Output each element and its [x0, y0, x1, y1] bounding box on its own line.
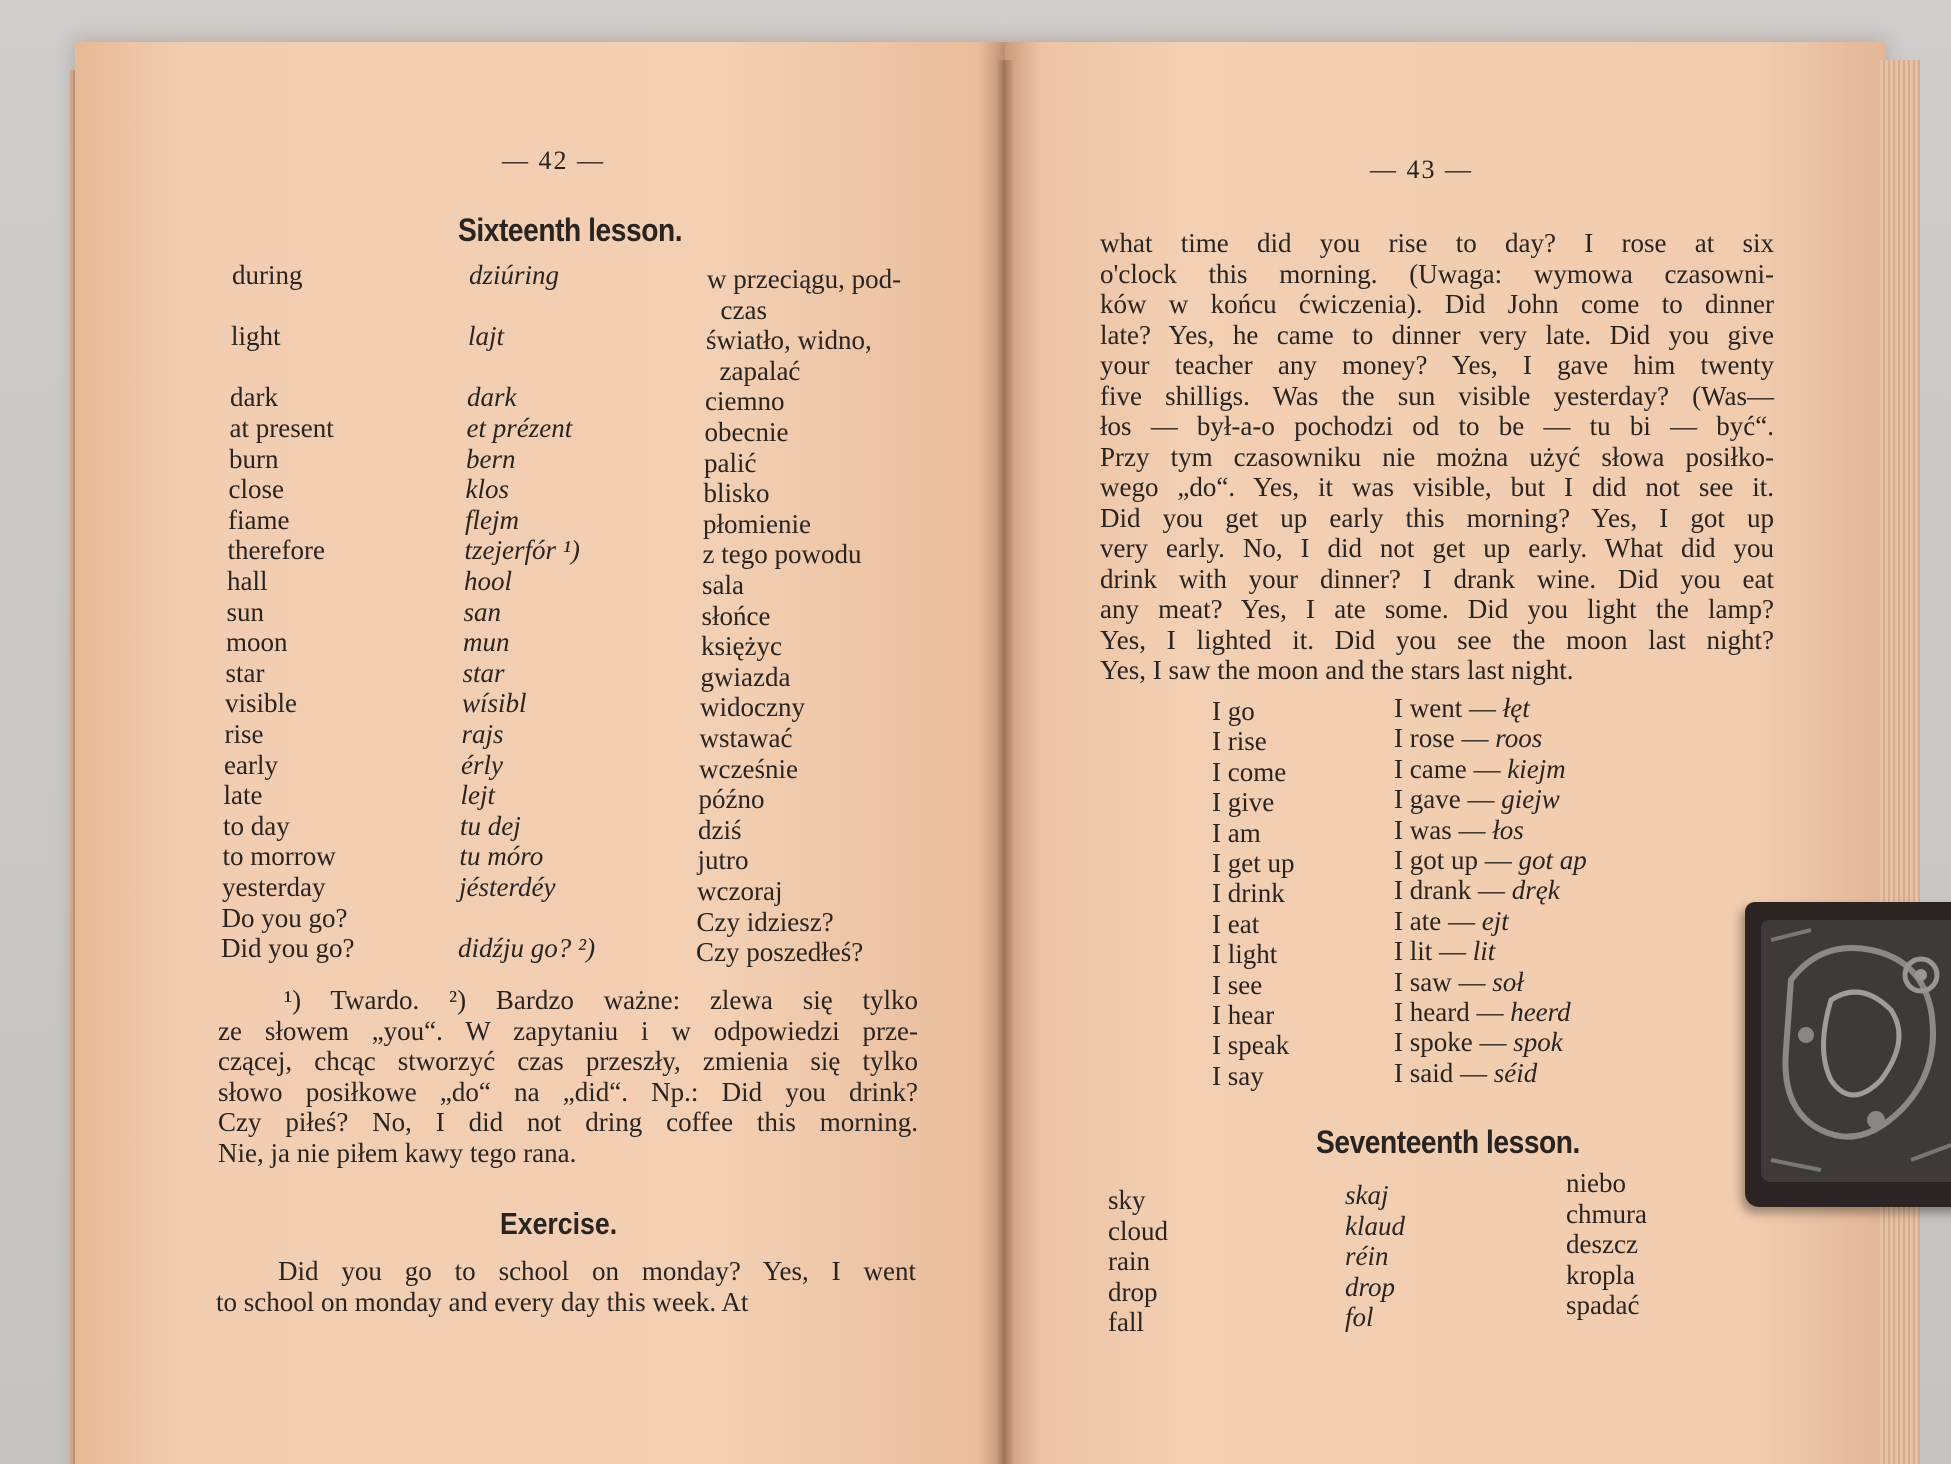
vocab-polish: słońce — [701, 600, 771, 631]
text-line: łos — był-a-o pochodzi od to be — tu bi — być“. — [1100, 411, 1774, 441]
verb-past — [1394, 754, 1566, 784]
text-line: to school on monday and every day this week. At — [216, 1286, 749, 1317]
vocab-pronunciation: drop — [1345, 1271, 1396, 1302]
vocab-pronunciation: tu móro — [459, 841, 544, 872]
vocab-english: visible — [225, 688, 297, 719]
vocab-polish: dziś — [698, 814, 742, 845]
vocab-pronunciation: tzejerfór ¹) — [464, 535, 580, 566]
verb-past-pronunciation: ejt — [1474, 905, 1509, 936]
vocab-polish: ciemno — [705, 386, 785, 417]
vocab-polish: Czy idziesz? — [696, 906, 834, 937]
verb-present: I rise — [1212, 726, 1267, 757]
verb-present: I go — [1212, 696, 1255, 726]
vocab-english: at present — [229, 413, 334, 443]
text-line: any meat? Yes, I ate some. Did you light the lamp? — [1100, 594, 1774, 624]
vocab-english: fiame — [228, 504, 290, 535]
text-line: słowo posiłkowe „do“ na „did“. Np.: Did you drink? — [218, 1076, 918, 1107]
verb-past — [1394, 815, 1524, 845]
verb-past-form: I ate — — [1394, 905, 1475, 936]
verb-present: I see — [1212, 969, 1263, 1000]
verb-past-form: I gave — — [1394, 784, 1495, 815]
text-line: ze słowem „you“. W zapytaniu i w odpowiedzi prze- — [218, 1015, 918, 1046]
vocab-english: Did you go? — [221, 933, 355, 964]
verb-present: I eat — [1212, 908, 1260, 939]
verb-past-pronunciation: heerd — [1503, 997, 1571, 1027]
verb-past-form: I saw — — [1394, 966, 1486, 997]
verb-past — [1394, 997, 1571, 1027]
vocab-polish: deszcz — [1566, 1229, 1638, 1259]
verb-past-pronunciation: lit — [1466, 936, 1496, 967]
footnote-block — [218, 985, 918, 1168]
vocab-pronunciation: mun — [463, 627, 510, 658]
verb-past-form: I said — — [1394, 1057, 1487, 1088]
page-number-left: — 42 — — [502, 146, 605, 175]
vocab-pronunciation: érly — [461, 749, 503, 780]
verb-past — [1394, 693, 1530, 723]
vocab-polish: niebo — [1566, 1168, 1626, 1198]
verb-past — [1394, 1058, 1537, 1088]
vocab-pronunciation: klaud — [1345, 1210, 1405, 1241]
vocab-polish: światło, widno, — [706, 325, 872, 356]
verb-past-pronunciation: giejw — [1494, 784, 1560, 815]
vocab-pronunciation: flejm — [465, 504, 519, 535]
lesson-title-sixteenth: Sixteenth lesson. — [458, 212, 683, 248]
verb-past — [1394, 784, 1560, 814]
vocab-polish: palić — [704, 447, 757, 478]
vocab-pronunciation: wísibl — [462, 688, 527, 719]
vocab-pronunciation: lajt — [468, 321, 505, 352]
vocab-pronunciation: réin — [1345, 1241, 1389, 1271]
text-line: Yes, I saw the moon and the stars last night. — [1100, 655, 1574, 685]
text-line: wego „do“. Yes, it was visible, but I did not see it. — [1100, 472, 1774, 502]
vocab-english: star — [225, 657, 265, 688]
text-line: drink with your dinner? I drank wine. Did you eat — [1100, 563, 1774, 594]
vocab-pronunciation: star — [462, 657, 505, 688]
verb-past-form: I got up — — [1394, 845, 1512, 875]
vocab-english: moon — [226, 627, 288, 658]
text-line: czącej, chcąc stworzyć czas przeszły, zmienia się tylko — [218, 1046, 918, 1076]
verb-past — [1394, 845, 1587, 875]
text-line: five shilligs. Was the sun visible yesterday? (Was— — [1100, 380, 1774, 411]
vocab-pronunciation: dziúring — [469, 260, 560, 290]
text-line: what time did you rise to day? I rose at six — [1100, 228, 1774, 258]
vocab-pronunciation: et prézent — [466, 413, 573, 443]
book-spine — [996, 60, 1014, 1464]
right-page-edges — [1880, 60, 1920, 1464]
vocab-polish: kropla — [1566, 1259, 1635, 1290]
vocab-polish: w przeciągu, pod- — [707, 264, 902, 294]
verb-past-form: I lit — — [1394, 936, 1466, 967]
vocab-pronunciation: hool — [464, 566, 513, 596]
verb-past-pronunciation: łęt — [1495, 693, 1530, 723]
verb-present: I am — [1212, 817, 1261, 848]
vocab-english: burn — [229, 443, 279, 474]
verb-present: I come — [1212, 756, 1287, 787]
vocab-polish: wcześnie — [699, 753, 798, 784]
vocab-polish: późno — [698, 784, 765, 815]
vocab-pronunciation: skaj — [1345, 1180, 1389, 1210]
vocab-polish: wczoraj — [697, 876, 783, 906]
vocab-polish: gwiazda — [700, 661, 791, 692]
verb-past — [1394, 936, 1495, 966]
exercise-continuation — [1100, 228, 1774, 686]
rubber-stamp-object — [1745, 902, 1951, 1207]
verb-past-form: I heard — — [1394, 997, 1504, 1027]
text-line: Przy tym czasowniku nie można użyć słowa posiłko- — [1100, 441, 1774, 472]
vocab-polish: jutro — [697, 845, 749, 876]
vocab-english: to day — [223, 810, 290, 841]
vocab-english: early — [224, 749, 278, 780]
vocab-english: hall — [227, 566, 268, 596]
vocab-pronunciation: san — [463, 596, 502, 627]
stamp-ornament — [1761, 920, 1951, 1182]
verb-past — [1394, 967, 1524, 997]
verb-past-pronunciation: spok — [1506, 1027, 1563, 1058]
verb-past-pronunciation: got ap — [1511, 845, 1587, 875]
text-line: very early. No, I did not get up early. What did you — [1100, 533, 1774, 563]
verb-present: I say — [1212, 1060, 1264, 1091]
verb-past-pronunciation: roos — [1488, 723, 1543, 754]
vocab-polish: Czy poszedłeś? — [696, 937, 864, 968]
text-line: Did you go to school on monday? Yes, I went — [278, 1256, 916, 1286]
verb-past-pronunciation: dręk — [1504, 875, 1560, 906]
exercise-text — [216, 1256, 916, 1317]
vocab-pronunciation: jésterdéy — [459, 872, 556, 902]
vocab-polish: blisko — [703, 478, 770, 509]
vocab-polish: wstawać — [699, 723, 793, 753]
vocab-polish: płomienie — [703, 508, 811, 539]
vocab-english: fall — [1108, 1307, 1144, 1337]
vocab-english: Do you go? — [221, 902, 348, 933]
vocab-english: drop — [1108, 1276, 1158, 1307]
left-page — [75, 42, 1005, 1464]
vocab-english: light — [231, 321, 281, 352]
vocab-pronunciation: fol — [1345, 1302, 1374, 1332]
verb-past — [1394, 723, 1542, 753]
vocab-pronunciation: bern — [466, 443, 516, 474]
verb-past-form: I was — — [1394, 814, 1486, 845]
text-line: Nie, ja nie piłem kawy tego rana. — [218, 1137, 577, 1168]
vocab-pronunciation: dark — [467, 382, 517, 413]
vocab-polish: księżyc — [701, 631, 782, 662]
verb-present: I give — [1212, 787, 1275, 818]
vocab-pronunciation: rajs — [461, 719, 504, 749]
verb-past-form: I rose — — [1394, 723, 1489, 754]
vocab-english: rise — [224, 719, 264, 749]
text-line: late? Yes, he came to dinner very late. Did you give — [1100, 319, 1774, 350]
vocab-english: cloud — [1108, 1215, 1168, 1246]
text-line: ków w końcu ćwiczenia). Did John come to dinner — [1100, 289, 1774, 319]
verb-present: I light — [1212, 939, 1278, 970]
verb-past-pronunciation: soł — [1485, 966, 1524, 997]
verb-present: I drink — [1212, 878, 1285, 909]
vocab-english: sun — [226, 596, 265, 627]
vocab-english: during — [232, 260, 303, 290]
vocab-polish: sala — [702, 570, 744, 600]
text-line: ¹) Twardo. ²) Bardzo ważne: zlewa się tylko — [284, 985, 918, 1015]
verb-present: I hear — [1212, 1000, 1275, 1030]
vocab-english: rain — [1108, 1246, 1150, 1276]
lesson-title-seventeenth: Seventeenth lesson. — [1316, 1124, 1580, 1160]
vocab-pronunciation: klos — [465, 474, 509, 505]
verb-past — [1394, 1027, 1563, 1057]
vocab-english: yesterday — [222, 872, 326, 902]
verb-past-pronunciation: séid — [1486, 1057, 1538, 1088]
vocab-english: sky — [1108, 1185, 1146, 1215]
vocab-polish: chmura — [1566, 1198, 1647, 1229]
text-line: Yes, I lighted it. Did you see the moon last night? — [1100, 624, 1774, 655]
vocab-english: late — [223, 780, 263, 811]
vocab-polish: z tego powodu — [702, 539, 862, 570]
vocab-polish: spadać — [1566, 1290, 1640, 1320]
vocab-polish: obecnie — [704, 417, 789, 447]
text-line: o'clock this morning. (Uwaga: wymowa czasowni- — [1100, 258, 1774, 289]
verb-past-pronunciation: łos — [1485, 814, 1524, 845]
verb-past — [1394, 875, 1560, 905]
page-number-right: — 43 — — [1370, 155, 1473, 184]
verb-past-pronunciation: kiejm — [1500, 753, 1566, 784]
text-line: Did you get up early this morning? Yes, I got up — [1100, 502, 1774, 533]
verb-present: I speak — [1212, 1030, 1290, 1061]
vocab-polish: zapalać — [719, 355, 801, 386]
vocab-pronunciation: tu dej — [460, 810, 521, 841]
verb-past-form: I drank — — [1394, 875, 1505, 906]
verb-present: I get up — [1212, 848, 1295, 878]
text-line: your teacher any money? Yes, I gave him twenty — [1100, 350, 1774, 380]
vocab-english: dark — [230, 382, 278, 413]
vocab-english: close — [228, 474, 284, 505]
vocab-polish: czas — [720, 294, 767, 325]
vocab-english: therefore — [227, 535, 325, 566]
vocab-polish: widoczny — [700, 692, 805, 723]
verb-past-form: I came — — [1394, 753, 1501, 784]
verb-past-form: I spoke — — [1394, 1027, 1507, 1058]
exercise-title: Exercise. — [500, 1206, 618, 1241]
verb-past-form: I went — — [1394, 693, 1496, 723]
vocab-pronunciation: didźju go? ²) — [458, 933, 596, 964]
verb-past — [1394, 906, 1509, 936]
vocab-pronunciation: lejt — [460, 780, 495, 811]
text-line: Czy piłeś? No, I did not dring coffee this morning. — [218, 1107, 918, 1137]
vocab-english: to morrow — [222, 841, 336, 872]
